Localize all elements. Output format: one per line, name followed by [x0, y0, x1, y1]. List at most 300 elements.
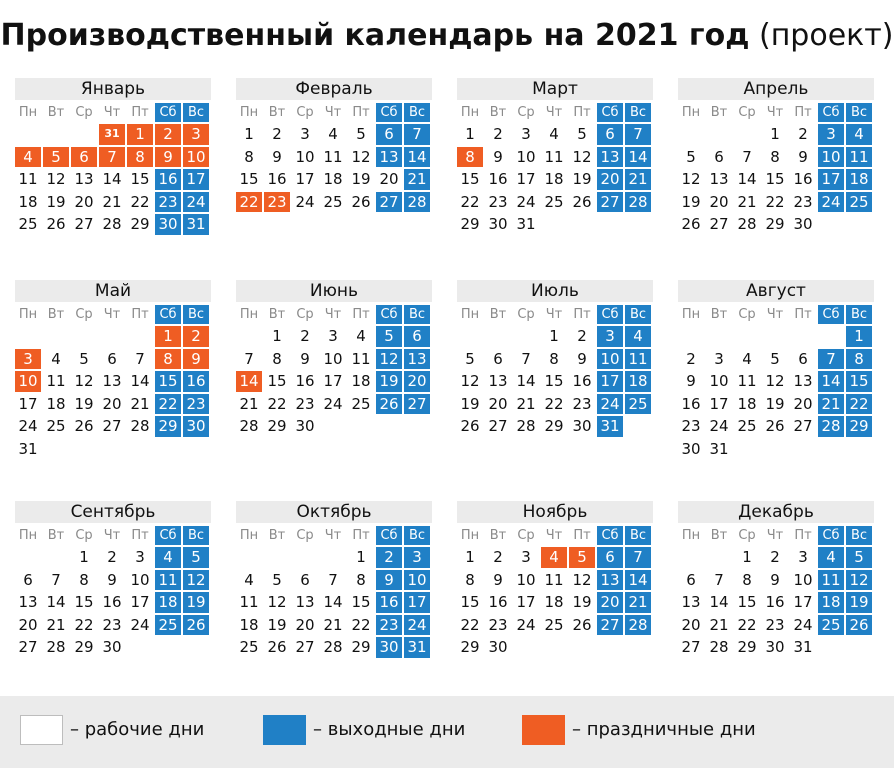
working-day: 9 — [107, 570, 117, 589]
week-row — [678, 416, 874, 439]
working-day: 5 — [79, 349, 89, 368]
working-day: 21 — [239, 394, 259, 413]
weekend-day: 23 — [183, 394, 209, 415]
month-name: Август — [678, 280, 874, 302]
working-day: 11 — [544, 570, 564, 589]
empty-cell — [43, 124, 69, 145]
empty-cell — [99, 326, 125, 347]
weekday-label: Сб — [818, 103, 844, 122]
working-day: 1 — [770, 125, 780, 143]
week-row — [236, 615, 432, 638]
empty-cell — [513, 637, 539, 658]
working-day: 18 — [323, 170, 343, 188]
weekend-day: 3 — [597, 326, 623, 347]
weekday-label: Чт — [103, 307, 121, 322]
working-day: 25 — [544, 615, 564, 634]
week-row — [15, 416, 211, 439]
working-day: 30 — [488, 638, 508, 656]
weekend-day: 19 — [376, 371, 402, 392]
weekend-day: 12 — [183, 570, 209, 591]
weekend-day: 31 — [183, 214, 209, 235]
empty-cell — [541, 214, 567, 235]
empty-cell — [846, 214, 872, 235]
working-day: 22 — [74, 615, 94, 634]
working-day: 17 — [130, 593, 150, 611]
holiday-swatch — [522, 715, 565, 745]
working-day: 22 — [765, 192, 785, 211]
empty-cell — [236, 326, 262, 347]
weekday-label: Пн — [18, 528, 38, 543]
weekend-day: 16 — [376, 592, 402, 613]
empty-cell — [678, 326, 704, 347]
working-day: 26 — [46, 215, 66, 233]
page-title — [0, 16, 894, 56]
working-day: 20 — [709, 192, 729, 211]
weekday-label: Сб — [155, 103, 181, 122]
weekend-day: 13 — [404, 349, 430, 370]
weekday-label: Вт — [710, 307, 728, 322]
holiday-day: 2 — [155, 124, 181, 145]
week-row — [236, 371, 432, 394]
week-row — [236, 124, 432, 147]
weekend-day: 14 — [404, 147, 430, 168]
working-day: 23 — [488, 192, 508, 211]
working-day: 18 — [46, 394, 66, 413]
weekday-label: Ср — [738, 105, 756, 120]
weekday-label: Сб — [818, 526, 844, 545]
working-day: 9 — [300, 349, 310, 368]
week-row — [457, 192, 653, 215]
empty-cell — [597, 637, 623, 658]
legend — [0, 696, 894, 768]
working-day: 10 — [709, 372, 729, 390]
weekday-label: Вт — [489, 528, 507, 543]
working-day: 29 — [460, 215, 480, 233]
weekday-label: Вс — [404, 103, 430, 122]
empty-cell — [678, 547, 704, 568]
empty-cell — [625, 214, 651, 235]
weekday-label: Пн — [239, 528, 259, 543]
working-day: 3 — [714, 349, 724, 368]
weekend-day: 7 — [625, 547, 651, 568]
working-day: 2 — [272, 125, 282, 143]
working-day: 1 — [244, 125, 254, 143]
working-day: 23 — [681, 417, 701, 435]
working-day: 14 — [516, 372, 536, 390]
weekend-day: 6 — [597, 547, 623, 568]
weekend-day: 25 — [846, 192, 872, 213]
working-day: 28 — [737, 215, 757, 233]
working-day: 30 — [488, 215, 508, 233]
empty-cell — [818, 637, 844, 658]
working-day: 11 — [18, 170, 38, 188]
weekend-day: 30 — [183, 416, 209, 437]
weekday-label: Вт — [268, 307, 286, 322]
working-day: 10 — [323, 349, 343, 368]
working-day: 5 — [770, 349, 780, 368]
weekend-day: 22 — [155, 394, 181, 415]
working-day: 15 — [460, 593, 480, 611]
week-row — [236, 547, 432, 570]
working-day: 14 — [323, 593, 343, 611]
working-day: 20 — [18, 615, 38, 634]
empty-cell — [404, 416, 430, 437]
working-day: 1 — [549, 327, 559, 345]
working-day: 8 — [356, 570, 366, 589]
week-row — [457, 349, 653, 372]
weekend-day: 23 — [376, 615, 402, 636]
empty-cell — [846, 439, 872, 460]
weekday-label: Вт — [47, 307, 65, 322]
weekday-header-row — [236, 103, 432, 124]
weekday-label: Вт — [489, 307, 507, 322]
weekday-label: Пн — [18, 307, 38, 322]
weekday-label: Пт — [131, 307, 149, 322]
working-day: 26 — [460, 417, 480, 435]
working-day: 22 — [460, 615, 480, 634]
working-day: 28 — [516, 417, 536, 435]
holiday-day: 10 — [183, 147, 209, 168]
weekend-day: 29 — [155, 416, 181, 437]
weekend-day: 29 — [846, 416, 872, 437]
weekend-day: 28 — [625, 615, 651, 636]
weekday-label: Вт — [268, 528, 286, 543]
working-day: 23 — [295, 394, 315, 413]
working-day: 19 — [765, 394, 785, 413]
working-day: 5 — [686, 147, 696, 166]
working-day: 15 — [130, 170, 150, 188]
holiday-day: 8 — [457, 147, 483, 168]
weekday-label: Ср — [75, 307, 93, 322]
week-row — [15, 615, 211, 638]
working-day: 16 — [267, 170, 287, 188]
working-day: 18 — [18, 192, 38, 211]
weekend-day: 26 — [846, 615, 872, 636]
working-day: 15 — [737, 593, 757, 611]
working-day: 13 — [295, 593, 315, 611]
working-day: 6 — [23, 570, 33, 589]
weekday-header-row — [678, 526, 874, 547]
weekend-label: – выходные дни — [313, 719, 466, 740]
week-row — [457, 326, 653, 349]
weekend-day: 21 — [818, 394, 844, 415]
weekday-header-row — [236, 305, 432, 326]
working-day: 27 — [681, 638, 701, 656]
working-day: 29 — [737, 638, 757, 656]
working-day: 28 — [46, 638, 66, 656]
weekday-label: Ср — [75, 105, 93, 120]
month-name: Октябрь — [236, 501, 432, 523]
weekend-day: 17 — [183, 169, 209, 190]
week-row — [15, 349, 211, 372]
weekday-label: Ср — [517, 105, 535, 120]
working-day: 10 — [516, 570, 536, 589]
working-day: 20 — [488, 394, 508, 413]
week-row — [15, 394, 211, 417]
working-day: 2 — [493, 548, 503, 566]
working-day: 19 — [351, 170, 371, 188]
week-row — [15, 637, 211, 660]
working-day: 7 — [328, 570, 338, 589]
working-day: 5 — [465, 349, 475, 368]
working-day: 3 — [328, 327, 338, 345]
holiday-day: 1 — [127, 124, 153, 145]
weekend-day: 11 — [155, 570, 181, 591]
working-day: 11 — [544, 147, 564, 166]
empty-cell — [818, 326, 844, 347]
month-block — [457, 280, 653, 439]
title-subtitle: (проект) — [758, 18, 894, 53]
working-day: 18 — [351, 372, 371, 390]
weekday-label: Ср — [296, 528, 314, 543]
holiday-day: 5 — [569, 547, 595, 568]
weekday-label: Чт — [766, 105, 784, 120]
empty-cell — [320, 416, 346, 437]
week-row — [457, 394, 653, 417]
week-row — [457, 637, 653, 660]
working-day: 26 — [572, 192, 592, 211]
week-row — [236, 192, 432, 215]
working-day: 7 — [135, 349, 145, 368]
empty-cell — [818, 439, 844, 460]
working-day: 17 — [18, 394, 38, 413]
weekday-label: Вс — [625, 526, 651, 545]
weekend-day: 16 — [183, 371, 209, 392]
weekend-day: 20 — [597, 169, 623, 190]
weekday-label: Пт — [131, 105, 149, 120]
weekend-day: 31 — [404, 637, 430, 658]
weekend-day: 13 — [376, 147, 402, 168]
holiday-day: 31 — [99, 124, 125, 145]
empty-cell — [127, 637, 153, 658]
weekend-day: 10 — [597, 349, 623, 370]
weekend-day: 17 — [818, 169, 844, 190]
working-day: 16 — [572, 372, 592, 390]
working-day: 26 — [351, 192, 371, 211]
holiday-day: 4 — [541, 547, 567, 568]
week-row — [236, 147, 432, 170]
working-day: 9 — [798, 147, 808, 166]
empty-cell — [706, 326, 732, 347]
weekend-day: 14 — [818, 371, 844, 392]
weekend-day: 18 — [625, 371, 651, 392]
working-day: 13 — [793, 372, 813, 390]
week-row — [457, 547, 653, 570]
working-day: 3 — [300, 125, 310, 143]
working-day: 26 — [74, 417, 94, 435]
weekend-day: 28 — [404, 192, 430, 213]
weekend-day: 1 — [846, 326, 872, 347]
working-day-swatch — [20, 715, 63, 745]
working-day: 29 — [765, 215, 785, 233]
weekday-label: Ср — [738, 528, 756, 543]
weekday-label: Пт — [573, 528, 591, 543]
working-day: 20 — [681, 615, 701, 634]
empty-cell — [678, 124, 704, 145]
working-day: 28 — [130, 417, 150, 435]
weekend-day: 3 — [404, 547, 430, 568]
holiday-day: 3 — [15, 349, 41, 370]
working-day: 22 — [460, 192, 480, 211]
working-day: 21 — [323, 615, 343, 634]
month-name: Декабрь — [678, 501, 874, 523]
weekday-label: Пн — [239, 307, 259, 322]
empty-cell — [846, 637, 872, 658]
month-block — [678, 78, 874, 237]
working-day: 15 — [544, 372, 564, 390]
working-day: 30 — [793, 215, 813, 233]
weekday-label: Чт — [324, 528, 342, 543]
empty-cell — [43, 547, 69, 568]
working-day: 24 — [323, 394, 343, 413]
weekday-label: Пн — [460, 528, 480, 543]
weekday-label: Вт — [489, 105, 507, 120]
weekend-day: 21 — [625, 592, 651, 613]
working-day: 14 — [102, 170, 122, 188]
working-day: 3 — [521, 125, 531, 143]
working-day: 8 — [79, 570, 89, 589]
working-day: 16 — [681, 394, 701, 413]
empty-cell — [43, 439, 69, 460]
working-day: 6 — [798, 349, 808, 368]
weekday-header-row — [15, 526, 211, 547]
weekday-label: Пт — [352, 528, 370, 543]
working-day: 21 — [516, 394, 536, 413]
month-block — [15, 78, 211, 237]
working-day: 8 — [549, 349, 559, 368]
weekday-label: Ср — [738, 307, 756, 322]
working-day: 7 — [714, 570, 724, 589]
empty-cell — [706, 547, 732, 568]
month-block — [15, 280, 211, 461]
working-day: 18 — [737, 394, 757, 413]
working-day: 14 — [737, 170, 757, 188]
empty-cell — [569, 637, 595, 658]
weekday-label: Вт — [47, 105, 65, 120]
weekday-label: Вс — [183, 526, 209, 545]
weekday-label: Сб — [597, 305, 623, 324]
weekend-day: 31 — [597, 416, 623, 437]
weekday-label: Пн — [18, 105, 38, 120]
empty-cell — [15, 326, 41, 347]
holiday-day: 6 — [71, 147, 97, 168]
empty-cell — [236, 547, 262, 568]
week-row — [236, 394, 432, 417]
week-row — [678, 169, 874, 192]
working-day: 24 — [709, 417, 729, 435]
week-row — [678, 326, 874, 349]
working-day: 14 — [709, 593, 729, 611]
empty-cell — [457, 326, 483, 347]
week-row — [678, 439, 874, 462]
working-day: 2 — [493, 125, 503, 143]
holiday-day: 8 — [127, 147, 153, 168]
holiday-day: 10 — [15, 371, 41, 392]
weekend-day: 22 — [846, 394, 872, 415]
working-day: 17 — [516, 593, 536, 611]
weekday-label: Сб — [597, 526, 623, 545]
month-block — [15, 501, 211, 660]
weekend-day: 24 — [183, 192, 209, 213]
weekend-day: 30 — [376, 637, 402, 658]
working-day: 25 — [351, 394, 371, 413]
empty-cell — [790, 439, 816, 460]
working-day: 6 — [714, 147, 724, 166]
working-day: 21 — [709, 615, 729, 634]
working-day: 13 — [681, 593, 701, 611]
empty-cell — [320, 547, 346, 568]
empty-cell — [183, 637, 209, 658]
week-row — [678, 547, 874, 570]
working-day: 18 — [544, 593, 564, 611]
holiday-day: 9 — [183, 349, 209, 370]
working-day: 17 — [323, 372, 343, 390]
empty-cell — [376, 416, 402, 437]
working-day: 5 — [272, 570, 282, 589]
working-day: 10 — [130, 570, 150, 589]
empty-cell — [155, 439, 181, 460]
weekend-day: 12 — [846, 570, 872, 591]
working-day: 1 — [79, 548, 89, 566]
weekend-day: 15 — [155, 371, 181, 392]
weekday-label: Пн — [681, 528, 701, 543]
working-day: 1 — [465, 125, 475, 143]
working-day: 16 — [793, 170, 813, 188]
working-day: 13 — [488, 372, 508, 390]
weekend-day: 10 — [404, 570, 430, 591]
weekend-day: 14 — [625, 147, 651, 168]
week-row — [457, 570, 653, 593]
weekend-swatch — [263, 715, 306, 745]
weekday-header-row — [678, 103, 874, 124]
working-day: 16 — [488, 170, 508, 188]
holiday-day: 14 — [236, 371, 262, 392]
working-day: 15 — [765, 170, 785, 188]
week-row — [678, 592, 874, 615]
weekend-day: 7 — [818, 349, 844, 370]
working-day: 1 — [356, 548, 366, 566]
week-row — [236, 592, 432, 615]
weekday-header-row — [457, 305, 653, 326]
working-day: 2 — [686, 349, 696, 368]
working-day: 28 — [239, 417, 259, 435]
working-day: 25 — [18, 215, 38, 233]
month-name: Ноябрь — [457, 501, 653, 523]
weekend-day: 6 — [404, 326, 430, 347]
weekend-day: 3 — [818, 124, 844, 145]
working-day: 7 — [521, 349, 531, 368]
working-day: 27 — [74, 215, 94, 233]
week-row — [15, 371, 211, 394]
working-day: 26 — [681, 215, 701, 233]
weekend-day: 9 — [376, 570, 402, 591]
empty-cell — [734, 326, 760, 347]
week-row — [678, 615, 874, 638]
working-day: 12 — [681, 170, 701, 188]
working-day: 12 — [46, 170, 66, 188]
empty-cell — [762, 439, 788, 460]
week-row — [15, 592, 211, 615]
weekend-day: 18 — [846, 169, 872, 190]
week-row — [678, 192, 874, 215]
working-day: 15 — [74, 593, 94, 611]
empty-cell — [155, 637, 181, 658]
working-day: 4 — [244, 570, 254, 589]
weekend-day: 11 — [846, 147, 872, 168]
month-block — [678, 280, 874, 461]
working-day: 30 — [295, 417, 315, 435]
working-day: 3 — [798, 548, 808, 566]
